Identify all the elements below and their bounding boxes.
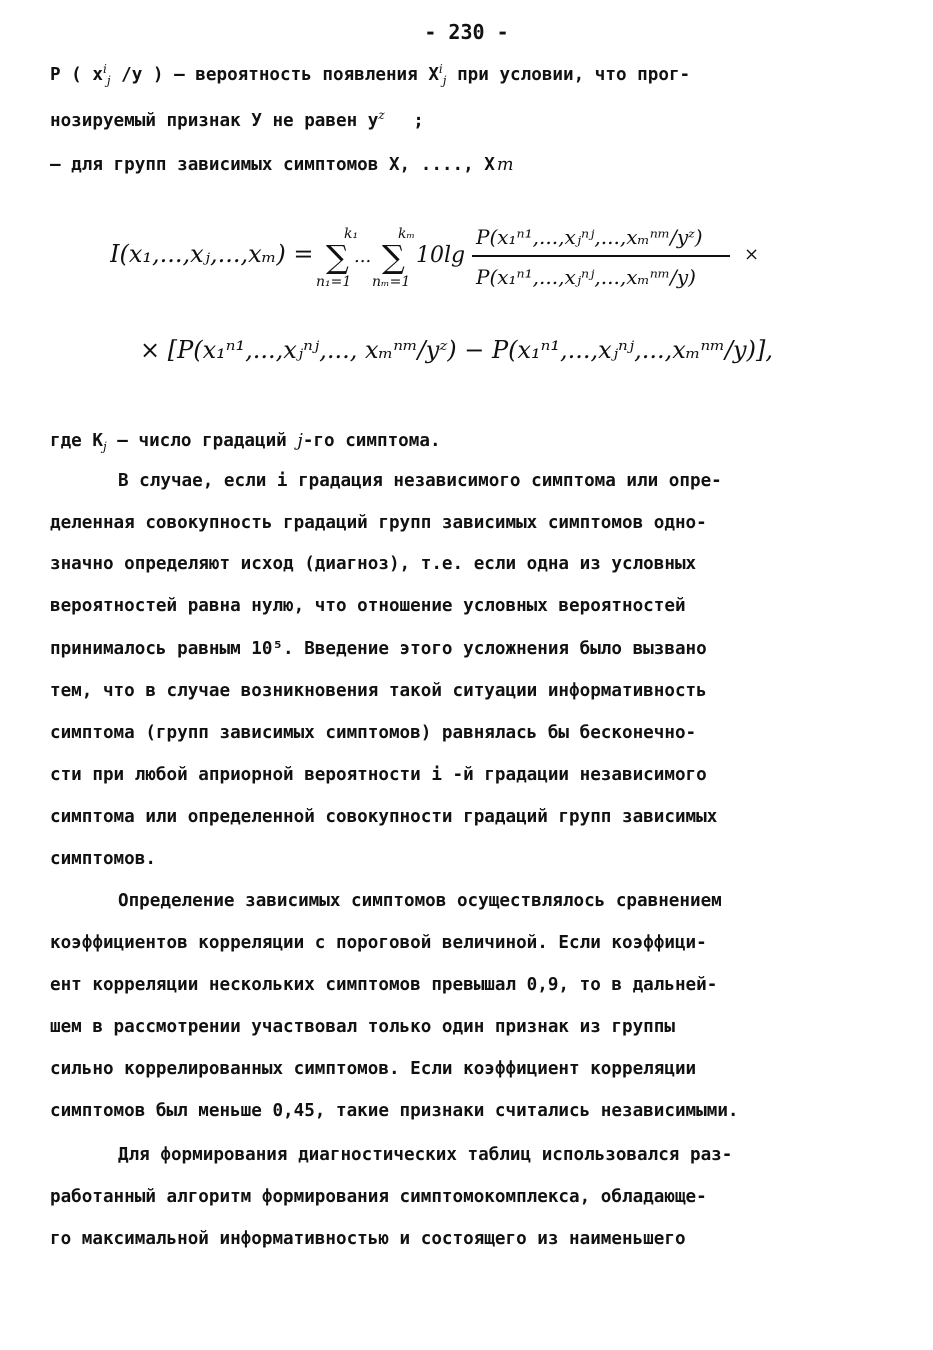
paragraph-line: шем в рассмотрении участвовал только один признак из группы <box>50 1017 675 1037</box>
text-fragment: – для групп зависимых симптомов X, ...., X <box>50 155 495 175</box>
paragraph-line: Для формирования диагностических таблиц использовался раз- <box>118 1145 733 1165</box>
sum2-bottom: nₘ=1 <box>372 274 411 290</box>
text-fragment: P ( x <box>50 65 103 85</box>
text-fragment: нозируемый признак У не равен y <box>50 111 379 131</box>
text-fragment: -го симптома. <box>302 431 441 451</box>
text-fragment: ; <box>413 111 424 131</box>
superscript: i <box>438 62 443 77</box>
subscript: j <box>102 439 107 454</box>
definition-line-1 <box>50 62 690 88</box>
paragraph-line: коэффициентов корреляции с пороговой величиной. Если коэффици- <box>50 933 707 953</box>
symbol-j: j <box>297 431 303 451</box>
paragraph-line: симптомов был меньше 0,45, такие признаки считались независимыми. <box>50 1101 739 1121</box>
formula-main <box>110 210 870 310</box>
text-fragment: при условии, что прог- <box>457 65 691 85</box>
paragraph-line: деленная совокупность градаций групп зависимых симптомов одно- <box>50 513 707 533</box>
superscript: z <box>378 108 385 123</box>
subscript: j <box>106 73 111 88</box>
paragraph-line: симптомов. <box>50 849 156 869</box>
text-fragment: – число градаций <box>106 431 298 451</box>
paragraph-line: значно определяют исход (диагноз), т.е. если одна из условных <box>50 554 697 574</box>
paragraph-line: работанный алгоритм формирования симптомокомплекса, обладающе- <box>50 1187 707 1207</box>
paragraph-line: сти при любой априорной вероятности i -й градации независимого <box>50 765 707 785</box>
formula-svg <box>110 210 870 310</box>
sum1-sign: ∑ <box>326 238 349 276</box>
formula-continuation: × [P(x₁ⁿ¹,...,xⱼⁿʲ,..., xₘⁿᵐ/yᶻ) − P(x₁ⁿ¹,...,xⱼⁿʲ,...,xₘⁿᵐ/y)], <box>140 336 773 364</box>
log-term: 10lg <box>416 243 466 268</box>
sum1-top: k₁ <box>344 226 359 242</box>
where-line <box>50 428 441 454</box>
superscript: i <box>102 62 107 77</box>
paragraph-line: тем, что в случае возникновения такой ситуации информативность <box>50 681 707 701</box>
page-number: - 230 - <box>424 20 509 44</box>
sum2-top: kₘ <box>398 226 416 242</box>
sum2-sign: ∑ <box>382 238 405 276</box>
paragraph-line: В случае, если i градация независимого симптома или опре- <box>118 471 722 491</box>
paragraph-line: симптома (групп зависимых симптомов) равнялась бы бесконечно- <box>50 723 697 743</box>
definition-line-2 <box>50 108 424 134</box>
times-sign: × <box>744 244 760 265</box>
fraction-denominator: P(x₁ⁿ¹,...,xⱼⁿʲ,...,xₘⁿᵐ/y) <box>476 265 696 289</box>
definition-line-3 <box>50 152 514 178</box>
paragraph-line: ент корреляции нескольких симптомов превышал 0,9, то в дальней- <box>50 975 718 995</box>
paragraph-line: вероятностей равна нулю, что отношение условных вероятностей <box>50 596 686 616</box>
fraction-numerator: P(x₁ⁿ¹,...,xⱼⁿʲ,...,xₘⁿᵐ/yᶻ) <box>476 225 703 249</box>
subscript: m <box>496 155 514 175</box>
paragraph-line: сильно коррелированных симптомов. Если коэффициент корреляции <box>50 1059 697 1079</box>
paragraph-line: го максимальной информативностью и состоящего из наименьшего <box>50 1229 686 1249</box>
text-fragment: /y ) – вероятность появления X <box>121 65 439 85</box>
formula-lhs: I(x₁,...,xⱼ,...,xₘ) = <box>110 240 314 268</box>
sum1-bottom: n₁=1 <box>316 274 352 290</box>
sum-dots: ... <box>354 246 372 267</box>
text-fragment: где K <box>50 431 103 451</box>
subscript: j <box>442 73 447 88</box>
paragraph-line: симптома или определенной совокупности градаций групп зависимых <box>50 807 718 827</box>
paragraph-line: принималось равным 10⁵. Введение этого усложнения было вызвано <box>50 639 707 659</box>
paragraph-line: Определение зависимых симптомов осуществлялось сравнением <box>118 891 722 911</box>
